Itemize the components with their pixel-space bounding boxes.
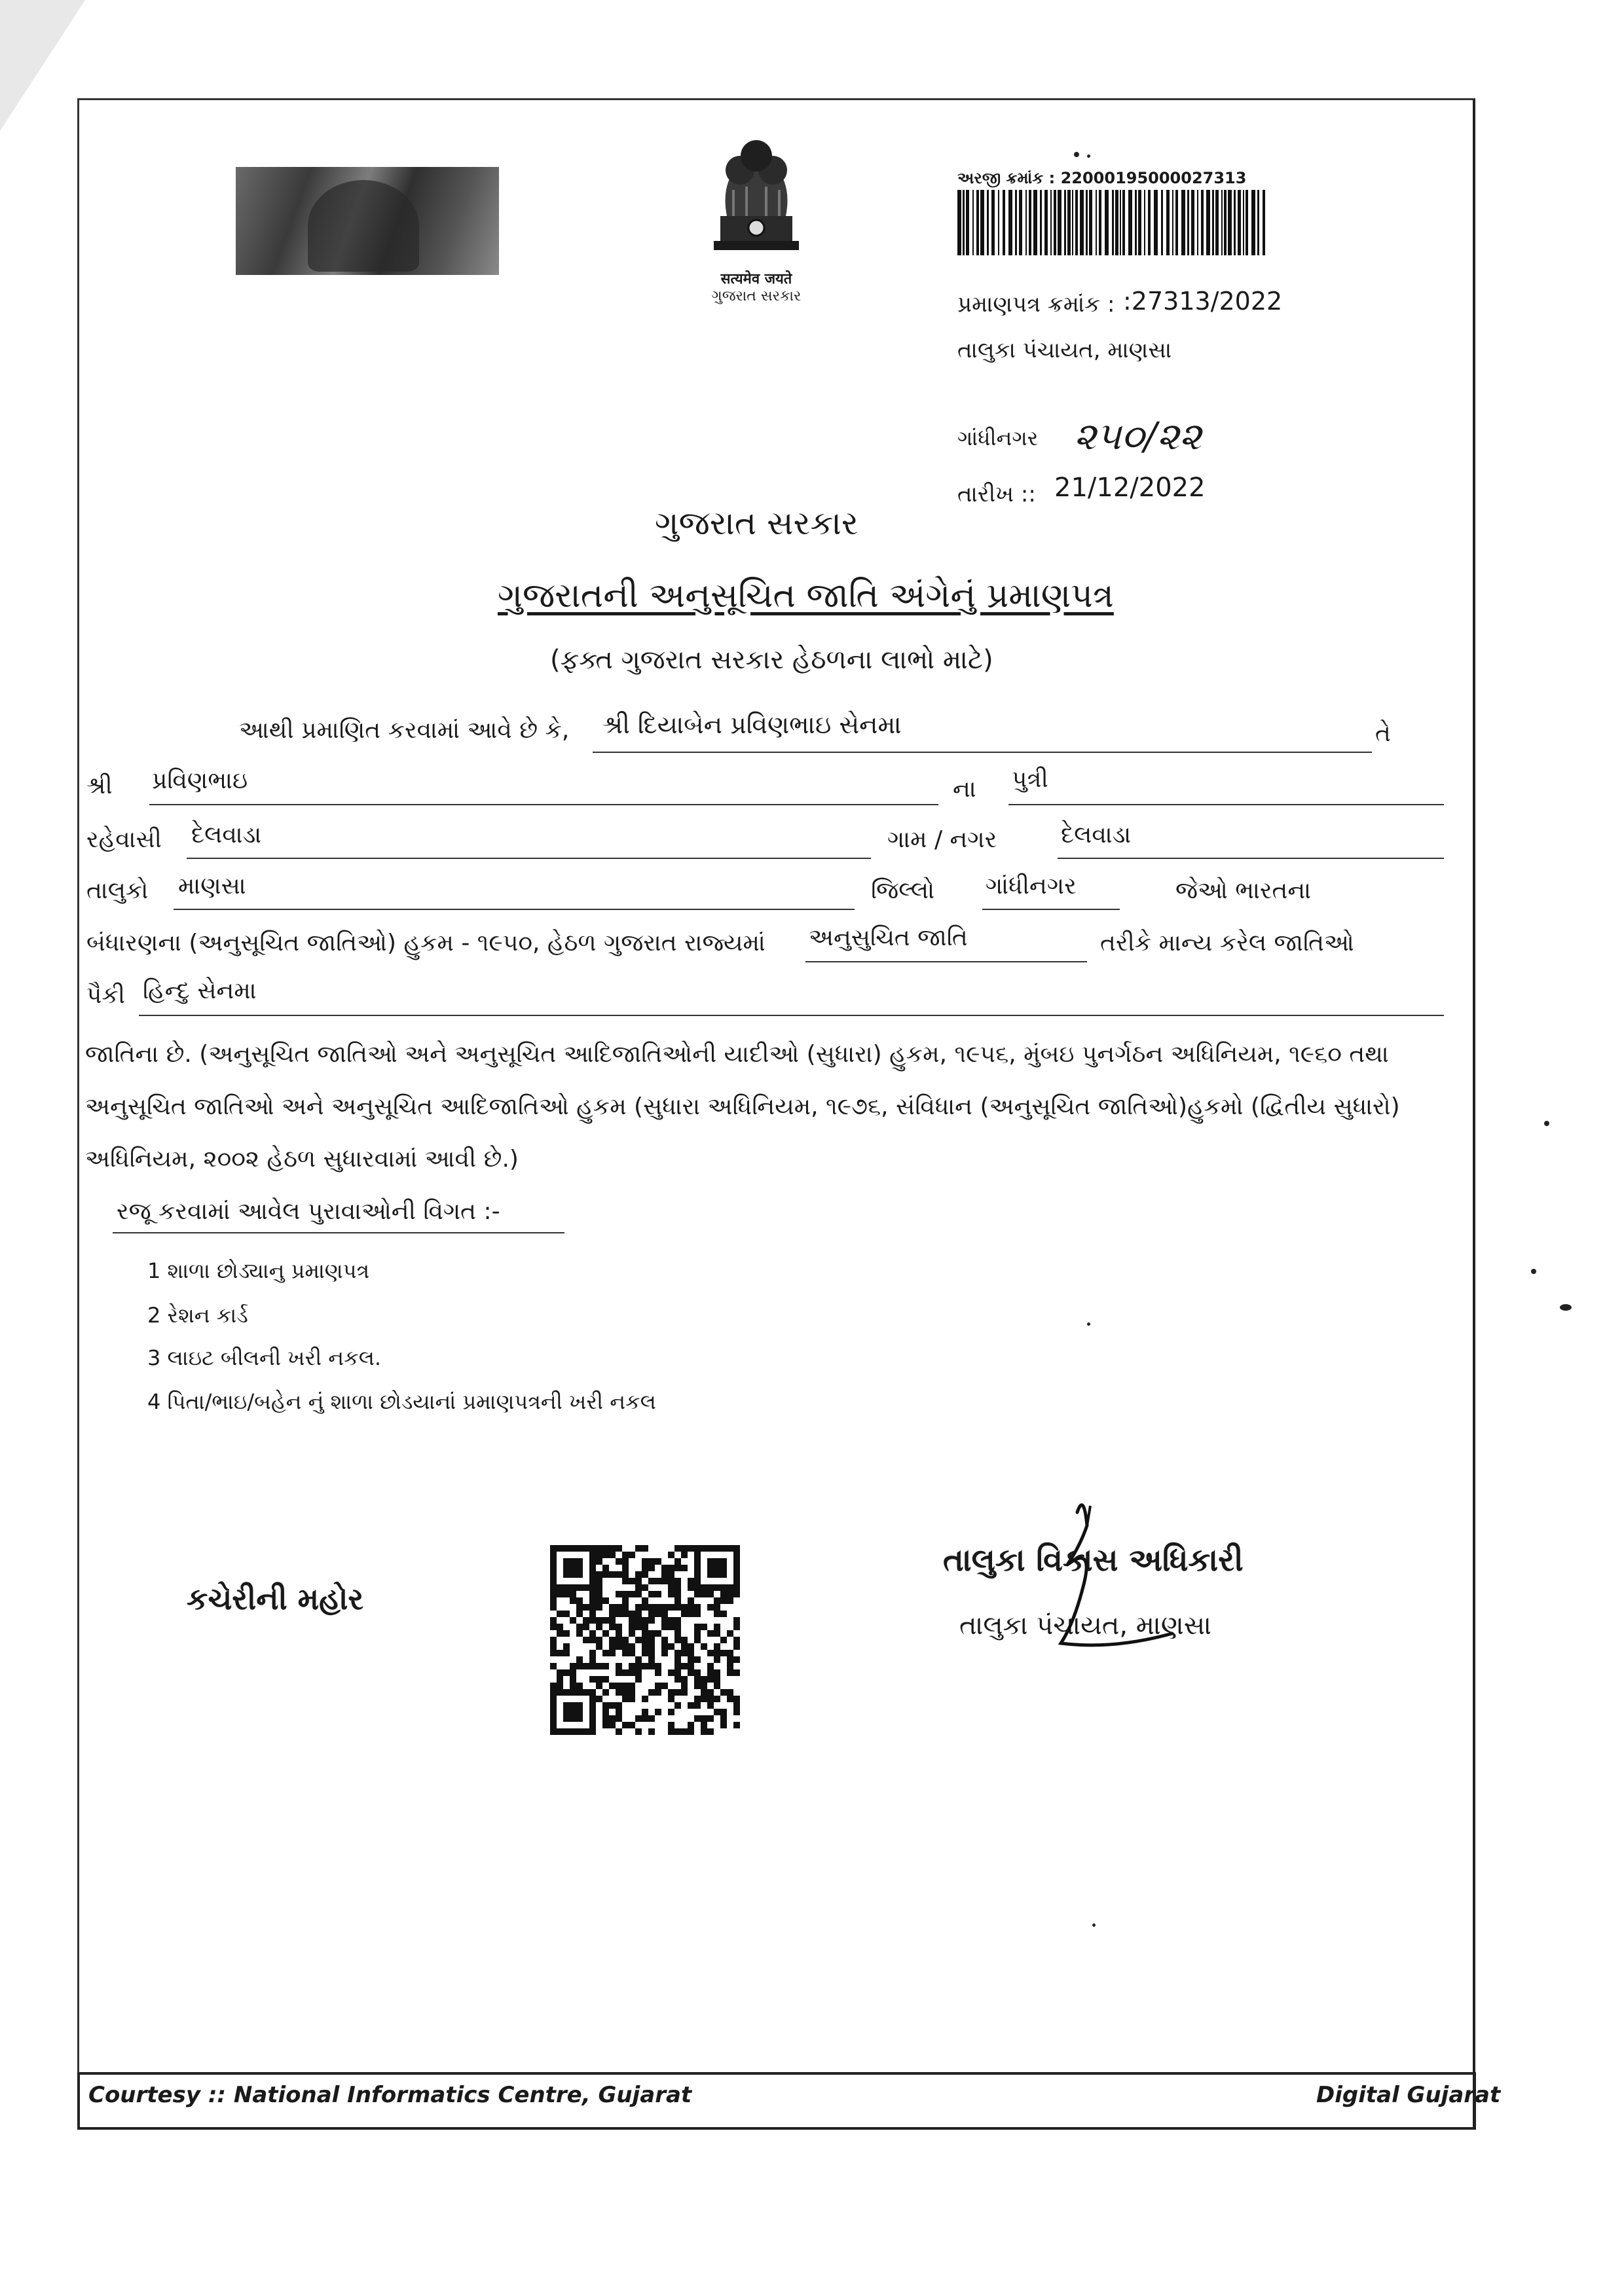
office-seal-label: કચેરીની મહોર (187, 1581, 364, 1616)
relation-label: ના (953, 776, 976, 803)
documents-heading-underline (113, 1232, 564, 1233)
caste-line (139, 1015, 1444, 1016)
place-label: ગાંધીનગર (957, 426, 1039, 450)
application-number: અરજી ક્રમાંક : 22000195000027313 (957, 169, 1247, 187)
signatory-title: તાલુકા વિકાસ અધિકારી (943, 1542, 1244, 1578)
taluka-line (174, 909, 855, 910)
qr-code (550, 1545, 740, 1735)
holder-name: શ્રી દિયાબેન પ્રવિણભાઇ સેનમા (602, 710, 902, 739)
among-label: પૈકી (86, 982, 126, 1009)
issuing-office: તાલુકા પંચાયત, માણસા (957, 337, 1172, 363)
intro-text: આથી પ્રમાણિત કરવામાં આવે છે કે, (239, 717, 570, 744)
document-item: 3 લાઇટ બીલની ખરી નકલ. (147, 1345, 382, 1370)
emblem-government: ગુજરાત સરકાર (711, 288, 802, 304)
taluka-value: માણસા (178, 873, 246, 900)
caste-value: હિન્દુ સેનમા (143, 977, 257, 1004)
signature-icon (1022, 1486, 1205, 1696)
village-line (1058, 858, 1444, 859)
category-value: અનુસુચિત જાતિ (809, 924, 968, 951)
certificate-title: ગુજરાતની અનુસૂચિત જાતિ અંગેનું પ્રમાણપત્ર (498, 576, 1114, 615)
scan-speck (1074, 152, 1079, 157)
issue-date: 21/12/2022 (1054, 473, 1206, 503)
date-label: તારીખ :: (957, 481, 1036, 507)
district-line (982, 909, 1120, 910)
documents-heading: રજૂ કરવામાં આવેલ પુરાવાઓની વિગત :- (117, 1198, 500, 1225)
taluka-label: તાલુકો (86, 877, 149, 904)
document-item: 1 શાળા છોડ્યાનુ પ્રમાણપત્ર (147, 1258, 370, 1283)
certificate-subtitle: (ફક્ત ગુજરાત સરકાર હેઠળના લાભો માટે) (550, 645, 993, 675)
scan-corner-fold (0, 0, 85, 131)
village-label: ગામ / નગર (887, 826, 997, 853)
certificate-number-label: પ્રમાણપત્ર ક્રમાંક : (957, 291, 1115, 318)
scan-speck (1560, 1304, 1572, 1311)
legal-paragraph-line-2: અનુસૂચિત જાતિઓ અને અનુસૂચિત આદિજાતિઓ હુકમ (સુધારા અધિનિયમ, ૧૯૭૬, સંવિધાન (અનુસૂચિત જાતિઓ)હુકમો (દ્વિતીય સુધારો) (85, 1093, 1400, 1120)
father-name: પ્રવિણભાઇ (152, 767, 248, 794)
signatory-office: તાલુકા પંચાયત, માણસા (959, 1611, 1211, 1641)
holder-name-line (593, 752, 1372, 753)
government-heading: ગુજરાત સરકાર (655, 504, 858, 542)
scan-speck (1544, 1121, 1549, 1126)
relation-value: પુત્રી (1012, 766, 1048, 793)
constitution-text: બંધારણના (અનુસૂચિત જાતિઓ) હુકમ - ૧૯૫૦, હેઠળ ગુજરાત રાજ્યમાં (86, 930, 766, 957)
category-line (805, 961, 1087, 962)
scan-speck (1087, 1322, 1090, 1326)
certificate-number: :27313/2022 (1123, 287, 1283, 316)
legal-paragraph-line-1: જાતિના છે. (અનુસૂચિત જાતિઓ અને અનુસૂચિત આદિજાતિઓની યાદીઓ (સુધારા) હુકમ, ૧૯૫૬, મુંબઇ પુનર્ગઠન અધિનિયમ, ૧૯૬૦ તથા (85, 1041, 1389, 1068)
national-emblem-icon (694, 124, 819, 265)
emblem-motto: सत्यमेव जयते (720, 271, 792, 287)
father-name-line (149, 804, 938, 805)
village-value: દેલવાડા (1061, 822, 1132, 848)
handwritten-number: ૨૫૦/૨૨ (1074, 414, 1202, 458)
scan-speck (1092, 1923, 1096, 1927)
footer-digital-gujarat: Digital Gujarat (1316, 2082, 1501, 2108)
scan-speck (1531, 1269, 1536, 1274)
barcode (957, 190, 1265, 255)
scan-speck (1087, 155, 1090, 158)
district-label: જિલ્લો (871, 877, 935, 904)
document-item: 2 રેશન કાર્ડ (147, 1303, 248, 1328)
document-item: 4 પિતા/ભાઇ/બહેન નું શાળા છોડયાનાં પ્રમાણપત્રની ખરી નકલ (147, 1389, 656, 1414)
holder-name-suffix: તે (1375, 720, 1391, 747)
resident-value: દેલવાડા (191, 822, 262, 848)
father-prefix: શ્રી (86, 773, 113, 799)
applicant-photo-figure (308, 180, 419, 272)
footer-courtesy: Courtesy :: National Informatics Centre, Gujarat (88, 2082, 692, 2108)
see-india-text: જેઓ ભારતના (1175, 877, 1312, 904)
resident-label: રહેવાસી (86, 826, 162, 853)
recognized-text: તરીકે માન્ય કરેલ જાતિઓ (1100, 930, 1354, 957)
resident-line (187, 858, 871, 859)
district-value: ગાંધીનગર (986, 873, 1077, 900)
relation-line (1008, 804, 1444, 805)
legal-paragraph-line-3: અધિનિયમ, ૨૦૦૨ હેઠળ સુધારવામાં આવી છે.) (85, 1146, 519, 1173)
